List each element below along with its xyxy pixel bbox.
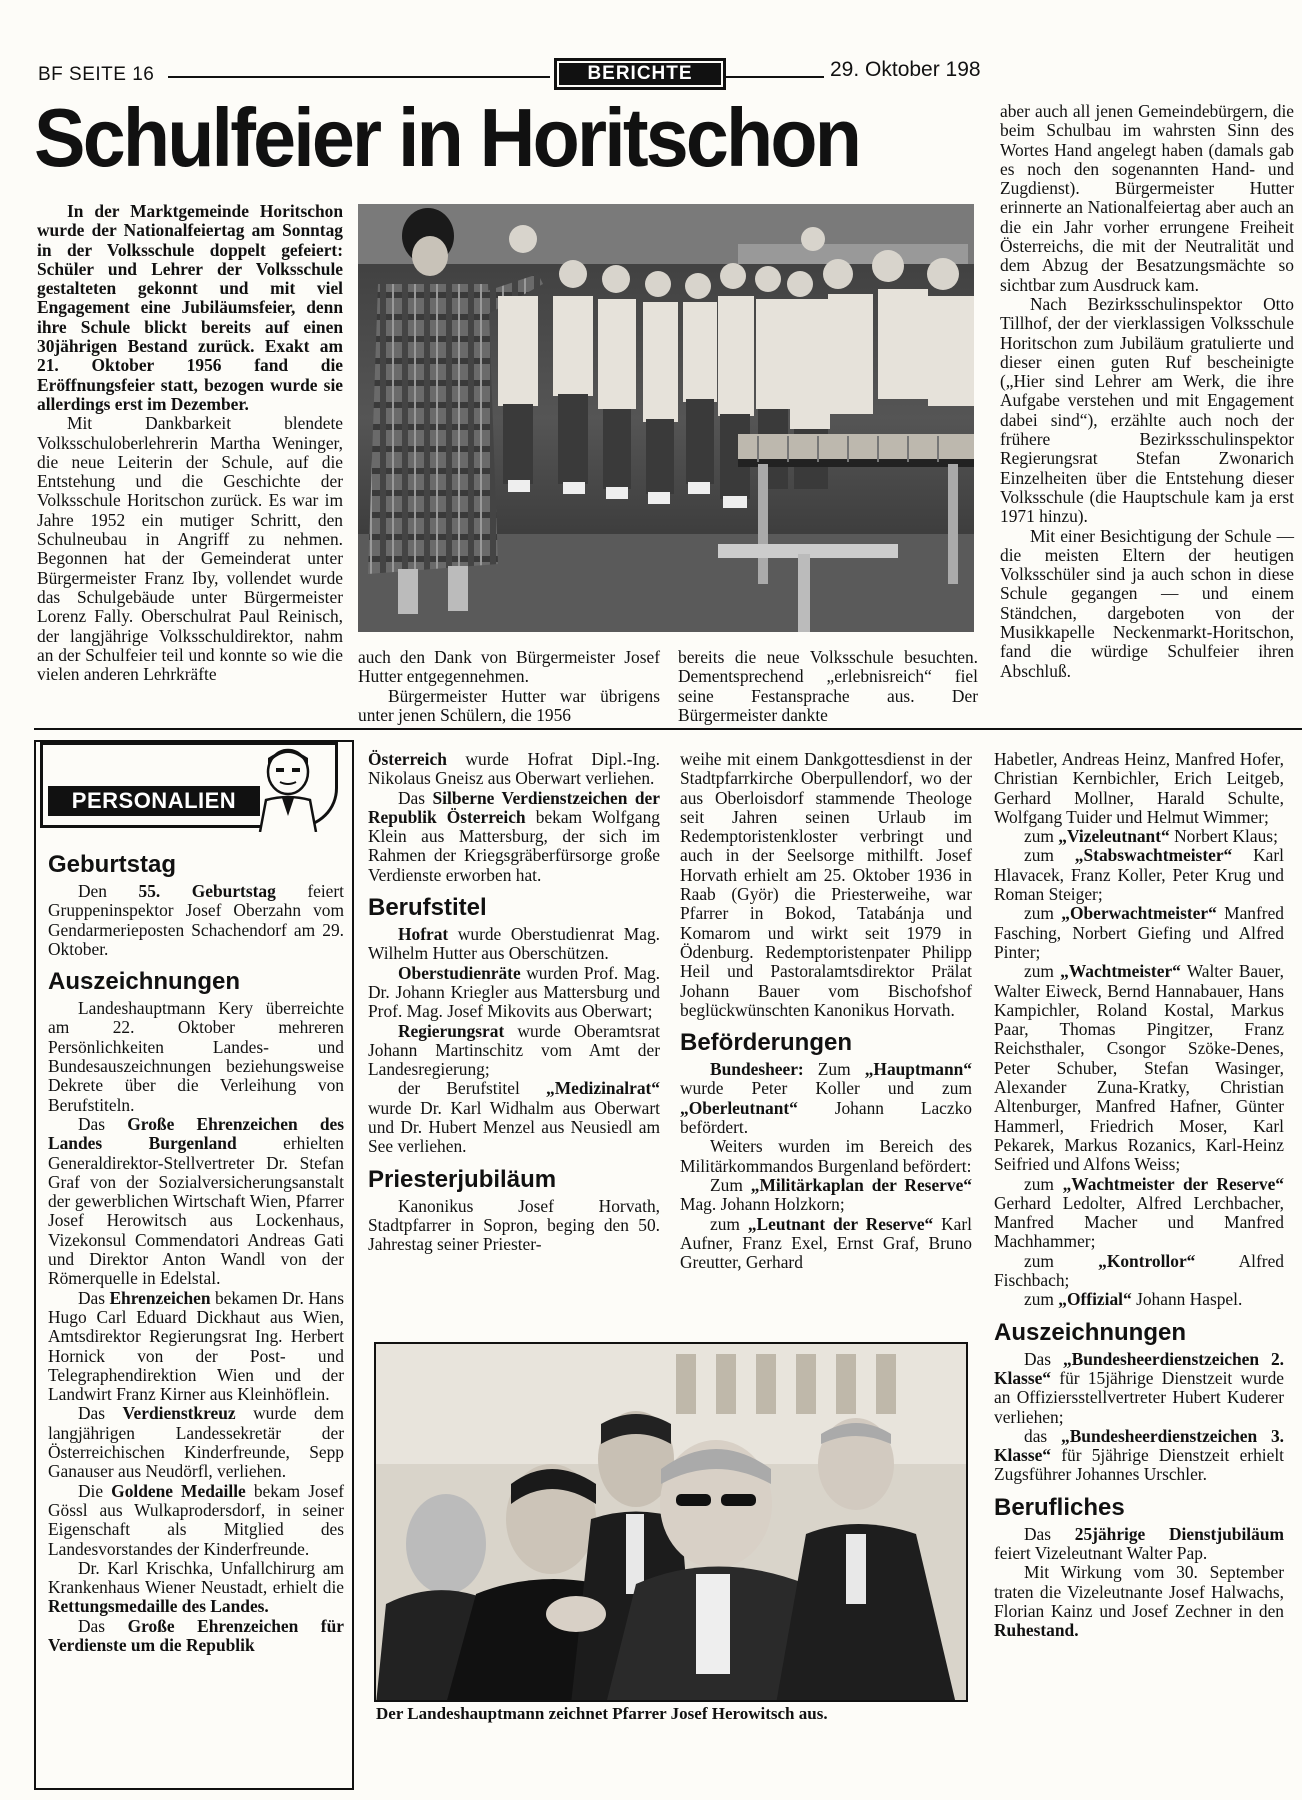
page-number: BF SEITE 16 [38,64,155,85]
text-run: Das [78,1287,110,1308]
header-rule-left [168,76,550,78]
text-run: „Offizial“ [1058,1289,1132,1310]
text-run: „Oberwachtmeister“ [1061,903,1217,924]
text-run: Den [78,881,139,901]
text-run: Dr. Karl Krischka, Unfallchirurg am Krankenhaus Wiener Neustadt, erhielt die [48,1557,344,1598]
text-run: Die [78,1480,112,1501]
text-run: Zum [803,1059,865,1080]
text-run: „Bundesheerdienstzeichen 3. Klasse“ [994,1425,1284,1466]
text-run: Silberne Verdienstzeichen der Republik Österreich [368,787,660,827]
text-run: Zum [710,1174,751,1195]
text-run: Ruhestand. [994,1620,1079,1641]
issue-date: 29. Oktober 198 [830,58,981,81]
text-run: bekam Josef Gössl aus Wulkaprodersdorf, in seiner Eigenschaft als Mitglied des Landesvorstandes der Kinderfreunde. [48,1480,344,1559]
text-run: zum [1024,845,1075,866]
text-run: das [1024,1425,1061,1446]
photo-caption: Der Landeshauptmann zeichnet Pfarrer Josef Herowitsch aus. [376,1704,828,1723]
section-divider [34,728,1302,730]
text-run: erhielten Generaldirektor-Stellvertreter Dr. Stefan Graf von der Sozialversicherungsanstalt der gewerblichen Wirtschaft Wien, Pfarrer Josef Herowitsch aus Lockenhaus, Vizekonsul Commendatori Andreas Gati und Direktor Anton Wandl von der Römerquelle in Edelstal. [48,1133,345,1289]
heading-befoerderungen: Beförderungen [680,1029,853,1057]
text-run: feiert Vizeleutnant Walter Pap. [994,1542,1208,1563]
text-run: Österreich [368,749,447,769]
paragraph: Landeshauptmann Kery überreichte am 22. Oktober mehreren Persönlichkeiten Landes- und Bundesauszeichnungen beziehungsweise Dekrete über die Verleihung von Berufstiteln. [48,998,344,1115]
text-run: Alfred Fischbach; [994,1250,1284,1291]
text-run: Das [1024,1523,1075,1544]
text-run: Goldene Medaille [111,1480,246,1501]
paragraph: Weiters wurden im Bereich des Militärkommandos Burgenland befördert: [680,1136,972,1176]
text-run: wurde Oberstudienrat Mag. Wilhelm Hutter aus Oberschützen. [368,924,660,964]
heading-auszeichnungen: Auszeichnungen [48,968,241,996]
text-run: Große Ehrenzeichen des Landes Burgenland [48,1113,344,1154]
text-run: wurde dem langjährigen Landessekretär der Österreichischen Kinderfreunde, Sepp Ganauser aus Neudörfl, verliehen. [48,1403,344,1482]
paragraph: Kanonikus Josef Horvath, Stadtpfarrer in Sopron, beging den 50. Jahrestag seiner Priester- [368,1195,660,1255]
text-run: Verdienstkreuz [122,1403,236,1424]
article-headline: Schulfeier in Horitschon [34,91,860,184]
text-run: Oberstudienräte [398,962,521,983]
text-run: feiert Gruppeninspektor Josef Oberzahn vom Gendarmerieposten Schachendorf am 29. Oktober. [48,881,345,959]
header-rule-right [726,76,824,78]
text-run: Das [398,787,433,808]
text-run: zum [1024,1289,1059,1310]
text-run: Mag. Johann Holzkorn; [680,1194,845,1215]
text-run: „Oberleutnant“ [680,1097,798,1118]
text-run: Rettungsmedaille des Landes. [48,1596,269,1617]
text-run: Große Ehrenzeichen für Verdienste um die Republik [48,1615,344,1655]
text-run: „Stabswachtmeister“ [1074,845,1233,866]
text-run: „Bundesheerdienstzeichen 2. Klasse“ [994,1348,1284,1388]
photo-award-ceremony [374,1342,968,1702]
text-run: für 15jährige Dienstzeit wurde an Offiziersstellvertreter Hubert Kuderer verliehen; [994,1367,1284,1427]
text-run: „Wachtmeister der Reserve“ [1062,1173,1284,1194]
text-run: wurde Dr. Karl Widhalm aus Oberwart und Dr. Hubert Menzel aus Neusiedl am See verliehen. [368,1097,660,1157]
text-run: zum [1024,826,1059,847]
photo-school-choir [358,204,974,632]
text-run: „Militärkaplan der Reserve“ [750,1174,972,1195]
text-run: „Vizeleutnant“ [1058,826,1170,847]
text-run: zum [1024,903,1062,924]
text-run: zum [1024,1173,1063,1194]
article-col-4 [1000,102,1294,681]
article-paragraph: Bürgermeister Hutter war übrigens unter jenen Schülern, die 1956 [358,685,660,725]
ceremony-photo-image [376,1344,968,1702]
personalien-banner: PERSONALIEN [48,786,260,816]
text-run: wurde Peter Koller und zum [680,1078,972,1099]
paragraph: Habetler, Andreas Heinz, Manfred Hofer, Christian Kernbichler, Erich Leitgeb, Gerhard Mollner, Harald Schulte, Wolfgang Tuider und Helmut Wimmer; [994,749,1284,827]
text-run: Norbert Klaus; [1169,826,1278,847]
heading-priesterjubilaeum: Priesterjubiläum [368,1165,557,1193]
text-run: „Hauptmann“ [864,1059,972,1080]
text-run: 25jährige Dienstjubiläum [1074,1523,1284,1544]
heading-auszeichnungen-2: Auszeichnungen [994,1318,1187,1346]
text-run: zum [1024,1250,1099,1271]
text-run: „Wachtmeister“ [1060,961,1181,982]
text-run: „Leutnant der Reserve“ [747,1213,934,1234]
personalien-col-3 [680,750,972,1272]
text-run: „Kontrollor“ [1098,1250,1196,1271]
article-paragraph: bereits die neue Volksschule besuchten. Dementsprechend „erlebnisreich“ fiel seine Festansprache aus. Der Bürgermeister dankte [678,647,978,725]
paragraph: weihe mit einem Dankgottesdienst in der Stadtpfarrkirche Oberpullendorf, wo der aus Oberloisdorf stammende Theologe seit Jahren seinen Urlaub im Redemptoristenkloster verbringt und auch in der Seelsorge mithilft. Josef Horvath erhielt am 25. Oktober 1936 in Raab (Györ) die Priesterweihe, war Pfarrer in Bokod, Tatabánja und Komarom und wirkt seit 1979 in Ödenburg. Redemptoristenpater Philipp Heil und Pastoralamtsdirektor Prälat Johann Bauer vom Bischofshof beglückwünschten Kanonikus Horvath. [680,749,972,1020]
text-run: Manfred Fasching, Norbert Giefing und Alfred Pinter; [994,903,1284,962]
article-paragraph: aber auch all jenen Gemeindebürgern, die beim Schulbau im wahrsten Sinn des Wortes Hand angelegt haben (damals gab es noch den sogenannten Hand- und Zugdienst). Bürgermeister Hutter erinnerte an Nationalfeiertag aber auch an die ein Jahr vorher errungene Freiheit Österreichs, die mit der Neutralität und dem Abzug der Besatzungsmächte so sichtbar zum Ausdruck kam. [1000,101,1294,295]
text-run: Mit Wirkung vom 30. September traten die Vizeleutnante Josef Halwachs, Florian Kainz und Josef Zechner in den [994,1562,1284,1621]
personalien-col-4 [994,750,1284,1640]
text-run: Ehrenzeichen [109,1287,211,1308]
heading-geburtstag: Geburtstag [48,851,177,878]
text-run: Das [78,1403,123,1424]
text-run: Das [1024,1348,1063,1369]
article-col-1 [37,202,343,684]
article-col-3 [678,648,978,725]
text-run: wurde Oberamtsrat Johann Martinschitz vom Amt der Landesregierung; [368,1020,660,1080]
personalien-col-2 [368,750,660,1255]
text-run: Gerhard Ledolter, Alfred Lerchbacher, Manfred Macher und Manfred Machhammer; [994,1192,1284,1252]
text-run: wurde Hofrat Dipl.-Ing. Nikolaus Gneisz aus Oberwart verliehen. [368,749,660,789]
text-run: 55. Geburtstag [138,881,276,901]
text-run: Regierungsrat [398,1020,505,1041]
text-run: zum [1024,961,1061,982]
article-paragraph: Mit Dankbarkeit blendete Volksschuloberlehrerin Martha Weninger, die neue Leiterin der Schule, auf die Entstehung und die Geschichte der Volksschule Horitschon zurück. Es war im Jahre 1952 ein mutiger Schritt, den Schulneubau in Angriff zu nehmen. Begonnen hat der Gemeinderat unter Bürgermeister Franz Iby, vollendet wurde das Schulgebäude unter Bürgermeister Lorenz Fally. Oberschulrat Paul Reinisch, der langjährige Volksschuldirektor, nahm an der Schulfeier teil und konnte so wie die vielen anderen Lehrkräfte [37,413,343,685]
text-run: bekam Wolfgang Klein aus Mattersburg, der sich im Rahmen der Kriegsgräberfürsorge große Verdienste erworben hat. [368,806,660,885]
article-lead: In der Marktgemeinde Horitschon wurde der Nationalfeiertag am Sonntag in der Volksschule doppelt gefeiert: Schüler und Lehrer der Volksschule gestalteten gekonnt und mit viel Engagement eine Jubiläumsfeier, denn ihre Schule blickt bereits auf einen 30jährigen Bestand zurück. Exakt am 21. Oktober 1956 fand die Eröffnungsfeier statt, bezogen wurde sie allerdings erst im Dezember. [37,201,343,414]
text-run: zum [710,1213,748,1234]
text-run: Das [78,1113,128,1134]
text-run: Johann Laczko befördert. [680,1097,972,1138]
choir-photo-image [358,204,974,632]
text-run: bekamen Dr. Hans Hugo Carl Eduard Dickhaut aus Wien, Amtsdirektor Regierungsrat Ing. Herbert Hornick von der Post- und Telegraphendirektion Wien und der Landwirt Franz Kirner aus Kleinhöflein. [48,1287,344,1405]
text-run: für 5jährige Dienstzeit erhielt Zugsführer Johannes Urschler. [994,1445,1284,1485]
text-run: „Medizinalrat“ [546,1078,660,1099]
text-run: Johann Haspel. [1131,1289,1243,1310]
text-run: Karl Hlavacek, Franz Koller, Peter Krug und Roman Steiger; [994,845,1284,905]
heading-berufliches: Berufliches [994,1493,1125,1521]
heading-berufstitel: Berufstitel [368,894,487,922]
text-run: Walter Bauer, Walter Eiweck, Bernd Hannabauer, Hans Kampichler, Roland Kostal, Markus Paar, Thomas Pingitzer, Franz Reichsthaler, Csongor Szöke-Denes, Peter Schuber, Stefan Wasinger, Alexander Zuna-Kratky, Christian Altenburger, Manfred Hafner, Günter Hammerl, Friedrich Moser, Karl Pekarek, Markus Rozanics, Karl-Heinz Seifried und Alfons Weiss; [994,961,1284,1175]
text-run: Karl Aufner, Franz Exel, Ernst Graf, Bruno Greutter, Gerhard [680,1213,972,1273]
person-figure-icon [252,744,324,832]
article-paragraph: Nach Bezirksschulinspektor Otto Tillhof, der der vierklassigen Volksschule Horitschon zum Jubiläum gratulierte und dieser einen guten Ruf bescheinigte („Hier sind Lehrer am Werk, die ihre Aufgabe verstehen und mit Engagement dabei sind“), erzählte auch noch der frühere Bezirksschulinspektor Regierungsrat Stefan Zwonarich Einzelheiten über die Entstehung dieser Volksschule (die Hauptschule kam ja erst 1971 hinzu). [1000,293,1294,527]
article-col-2 [358,648,660,725]
personalien-col-1 [48,842,344,1655]
text-run: Hofrat [398,924,449,945]
article-paragraph: auch den Dank von Bürgermeister Josef Hutter entgegennehmen. [358,647,660,687]
article-paragraph: Mit einer Besichtigung der Schule — die meisten Eltern der heutigen Volksschüler sind ja auch schon in diese Schule gegangen — und einem Ständchen, dargeboten von der Musikkapelle Neckenmarkt-Horitschon, fand die würdige Schulfeier ihren Abschluß. [1000,525,1294,681]
text-run: Das [78,1615,128,1636]
text-run: wurden Prof. Mag. Dr. Johann Kriegler aus Mattersburg und Prof. Mag. Josef Mikovits aus Oberwart; [368,962,660,1022]
text-run: der Berufstitel [398,1078,547,1099]
section-label: BERICHTE [554,58,726,90]
text-run: Bundesheer: [710,1059,804,1080]
